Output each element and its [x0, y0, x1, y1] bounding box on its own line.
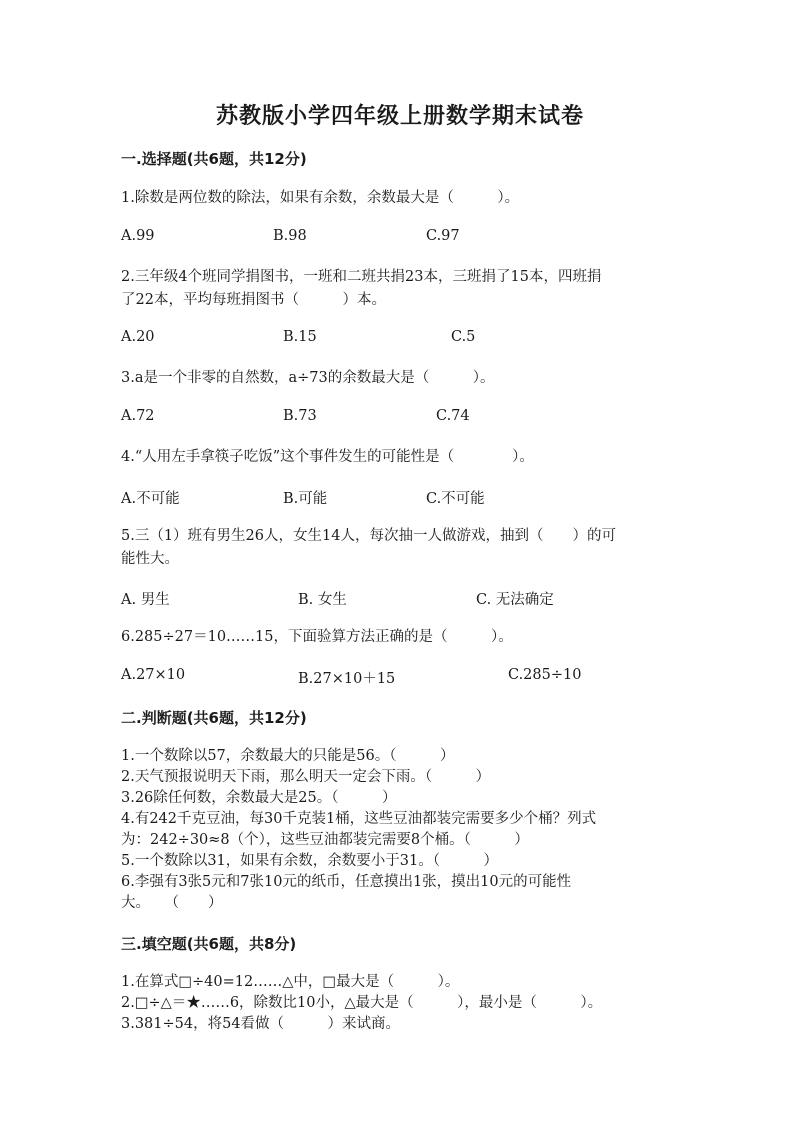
option-b: B. 女生: [298, 592, 347, 608]
judge-item-cont: 大。 （ ）: [121, 895, 223, 911]
option-a: A.20: [121, 329, 155, 345]
option-c: C.不可能: [426, 491, 485, 507]
option-c: C.5: [451, 329, 476, 345]
question-text: 2.三年级4个班同学捐图书，一班和二班共捐23本，三班捐了15本，四班捐: [121, 269, 602, 285]
option-b: B.73: [283, 408, 317, 424]
fill-item: 3.381÷54，将54看做（ ）来试商。: [121, 1016, 401, 1032]
judge-item: 2.天气预报说明天下雨，那么明天一定会下雨。（ ）: [121, 769, 491, 785]
option-b: B.98: [273, 228, 307, 244]
judge-item: 3.26除任何数，余数最大是25。（ ）: [121, 790, 397, 806]
question-text-cont: 能性大。: [121, 551, 179, 567]
judge-item-cont: 为：242÷30≈8（个），这些豆油都装完需要8个桶。（ ）: [121, 832, 529, 848]
option-a: A. 男生: [121, 592, 170, 608]
option-c: C.74: [436, 408, 470, 424]
option-a: A.27×10: [121, 667, 186, 683]
judge-item: 6.李强有3张5元和7张10元的纸币，任意摸出1张，摸出10元的可能性: [121, 874, 572, 890]
page-title: 苏教版小学四年级上册数学期末试卷: [215, 103, 584, 129]
option-b: B.27×10＋15: [298, 671, 396, 687]
option-a: A.不可能: [121, 491, 180, 507]
option-b: B.可能: [283, 491, 328, 507]
judge-item: 1.一个数除以57，余数最大的只能是56。（ ）: [121, 748, 455, 764]
question-text: 4.“人用左手拿筷子吃饭”这个事件发生的可能性是（ ）。: [121, 449, 534, 465]
option-a: A.99: [121, 228, 155, 244]
option-c: C. 无法确定: [476, 592, 554, 608]
judge-item: 4.有242千克豆油，每30千克装1桶，这些豆油都装完需要多少个桶？列式: [121, 811, 597, 827]
question-text: 3.a是一个非零的自然数，a÷73的余数最大是（ ）。: [121, 370, 495, 386]
option-c: C.285÷10: [508, 667, 582, 683]
question-text: 5.三（1）班有男生26人，女生14人，每次抽一人做游戏，抽到（ ）的可: [121, 528, 616, 544]
option-b: B.15: [283, 329, 317, 345]
fill-item: 1.在算式□÷40=12……△中，□最大是（ ）。: [121, 974, 460, 990]
section-heading-judge: 二.判断题(共6题，共12分): [121, 709, 307, 727]
judge-item: 5.一个数除以31，如果有余数，余数要小于31。（ ）: [121, 853, 498, 869]
section-heading-choice: 一.选择题(共6题，共12分): [121, 150, 307, 168]
question-text: 6.285÷27＝10……15，下面验算方法正确的是（ ）。: [121, 629, 513, 645]
option-a: A.72: [121, 408, 155, 424]
section-heading-fill: 三.填空题(共6题，共8分): [121, 935, 297, 953]
option-c: C.97: [426, 228, 460, 244]
fill-item: 2.□÷△＝★……6，除数比10小，△最大是（ ），最小是（ ）。: [121, 995, 603, 1011]
question-text-cont: 了22本，平均每班捐图书（ ）本。: [121, 292, 386, 308]
question-text: 1.除数是两位数的除法，如果有余数，余数最大是（ ）。: [121, 190, 520, 206]
